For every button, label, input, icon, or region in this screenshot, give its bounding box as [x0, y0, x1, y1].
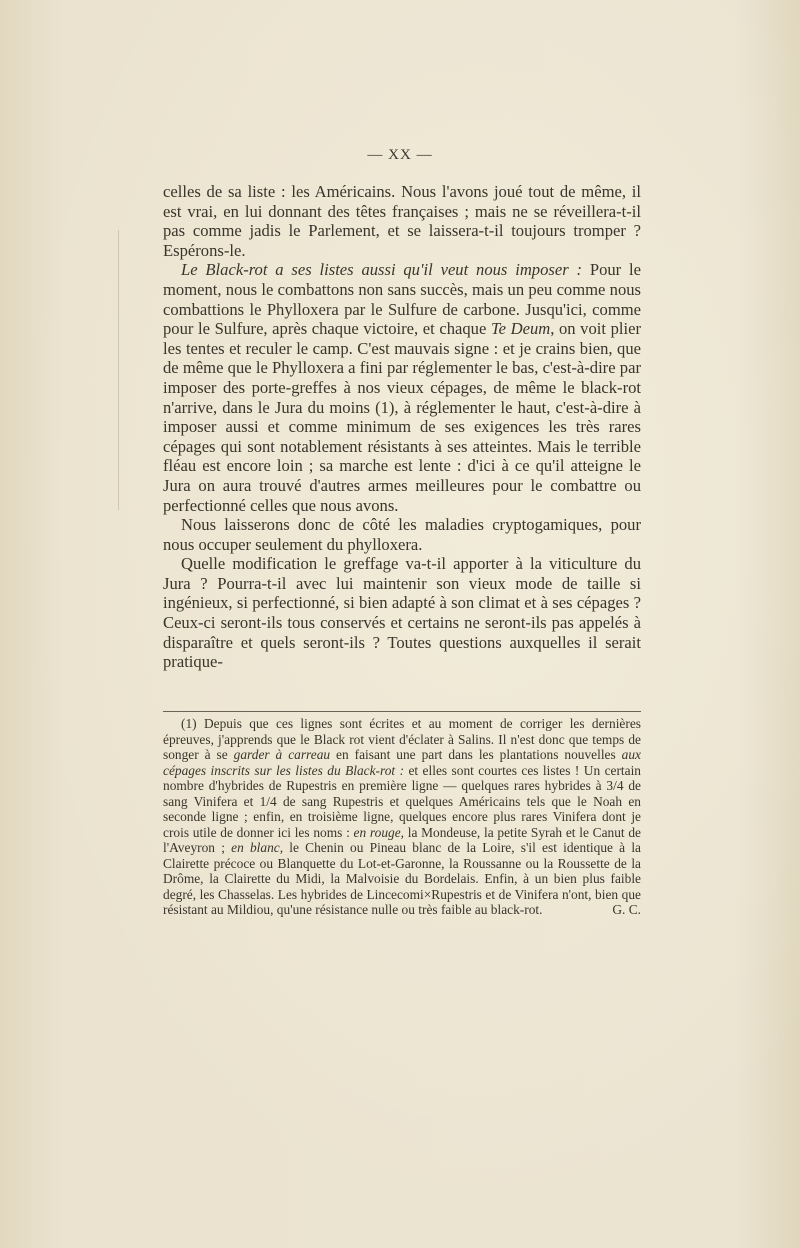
page-number: — XX — — [367, 147, 433, 163]
footnote-text-3: et elles sont courtes ces listes ! Un certain nombre d'hybrides de Rupestris en première ligne — quelques rares hybrides à 3/4 de sang Vinifera et 1/4 de sang Rupestris et quelques Américains tels que le Noah en seconde ligne ; enfin, en troisième ligne, quelques encore plus rares Vinifera dont je crois utile de donner ici les noms : — [163, 762, 641, 840]
footnote-rule — [163, 711, 641, 712]
footnote-signature: G. C. — [612, 902, 641, 917]
paragraph-2-text-a: Pour le moment, nous le combattons non sans succès, mais un peu comme nous combattions le Phylloxera par le Sulfure de carbone. Jusqu'ici, comme pour le Sulfure, après chaque victoire, et chaque — [163, 260, 642, 339]
paragraph-2-italic-mid: Te Deum — [490, 319, 551, 339]
footnote-text-5: le Chenin ou Pineau blanc de la Loire, s'il est identique à la Clairette précoce ou Blanquette du Lot-et-Garonne, la Roussanne ou la Roussette de la Drôme, la Clairette du Midi, la Malvoisie du Bordelais. Enfin, à un bien plus faible degré, les Chasselas. Les hybrides de Lincecomi×Rupestris et de Vinifera n'ont, bien que résistant au Mildiou, qu'une résistance nulle ou très faible au black-rot. — [163, 840, 641, 917]
footnote-text-1: (1) Depuis que ces lignes sont écrites et au moment de corriger les dernières épreuves, j'apprends que le Black rot vient d'éclater à Salins. Il n'est donc que temps de songer à se — [163, 716, 641, 762]
paragraph-2-italic-lead: Le Black-rot a ses listes aussi qu'il veut nous imposer : — [181, 260, 583, 280]
paragraph-2-text-b: , on voit plier les tentes et reculer le camp. C'est mauvais signe : et je crains bien, que de même que le Phylloxera a fini par réglementer le bas, c'est-à-dire par imposer des porte-greffes à nos vieux cépages, de même le black-rot n'arrive, dans le Jura du moins (1), à réglementer le haut, c'est-à-dire à imposer aussi et comme minimum de ses exigences les très rares cépages qui sont notablement résistants à ses atteintes. Mais le terrible fléau est encore loin ; sa marche est lente : d'ici à ce qu'il atteigne le Jura on aura trouvé d'autres armes meilleures pour le combattre ou perfectionné celles que nous avons. — [163, 319, 641, 515]
footnote-text-4: la Mondeuse, la petite Syrah et le Canut de l'Aveyron ; — [163, 824, 642, 855]
paragraph-2 — [163, 260, 641, 515]
footnote-italic-4: en blanc, — [231, 840, 284, 855]
main-text — [163, 182, 641, 672]
footnote-italic-3: en rouge, — [353, 824, 404, 840]
footnote-italic-2: aux cépages inscrits sur les listes du Black-rot : — [163, 747, 641, 778]
footnote-text-2: en faisant une part dans les plantations nouvelles — [330, 747, 622, 762]
gutter-mark — [118, 230, 119, 510]
paragraph-3: Nous laisserons donc de côté les maladies cryptogamiques, pour nous occuper seulement du phylloxera. — [163, 515, 641, 554]
footnote — [163, 716, 641, 918]
footnote-paragraph — [163, 716, 641, 918]
footnote-italic-1: garder à carreau — [233, 747, 331, 762]
paragraph-4: Quelle modification le greffage va-t-il apporter à la viticulture du Jura ? Pourra-t-il avec lui maintenir son vieux mode de taille si ingénieux, si perfectionné, si bien adapté à son climat et à ses cépages ? Ceux-ci seront-ils tous conservés et certains ne seront-ils pas appelés à disparaître et quels seront-ils ? Toutes questions auxquelles il serait pratique- — [163, 554, 641, 672]
paragraph-1: celles de sa liste : les Américains. Nous l'avons joué tout de même, il est vrai, en lui donnant des têtes françaises ; mais ne se réveillera-t-il pas comme jadis le Parlement, et se laissera-t-il toujours tromper ? Espérons-le. — [163, 182, 641, 260]
